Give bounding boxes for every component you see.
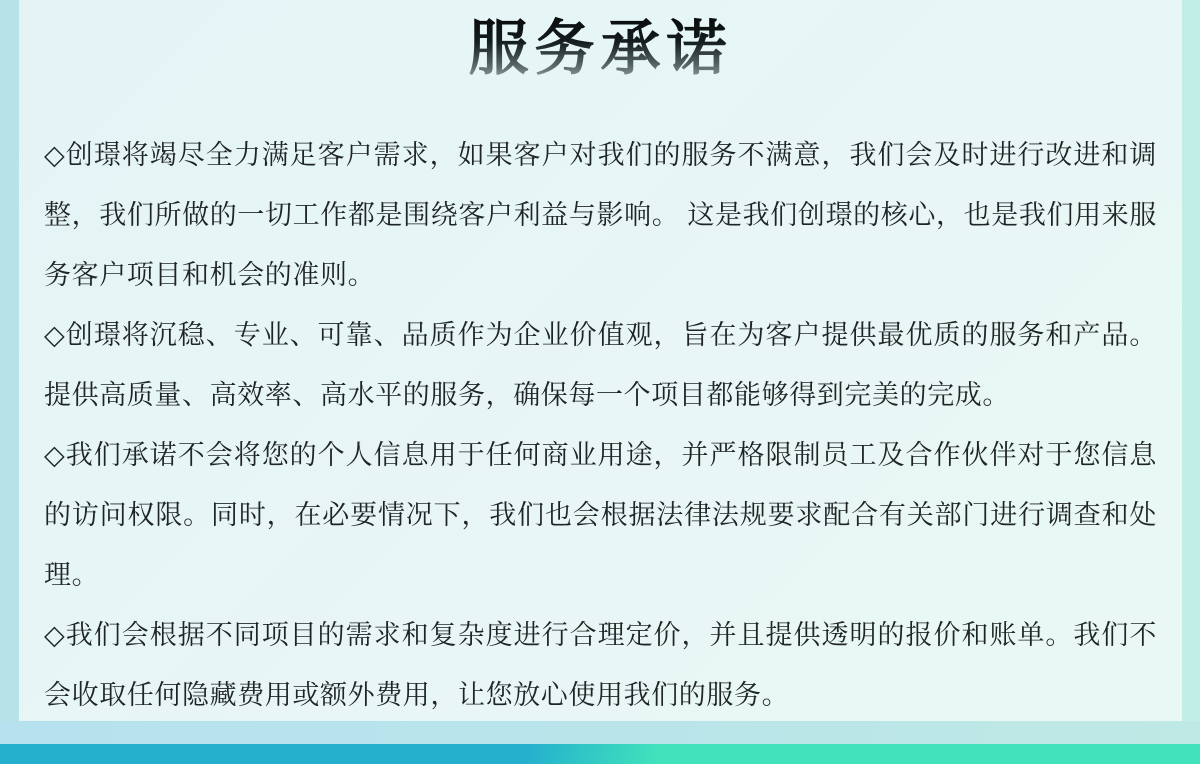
- right-edge-strip: [1182, 0, 1200, 721]
- content-area: [19, 0, 1182, 721]
- commitment-item-quality-values: ◇创璟将沉稳、专业、可靠、品质作为企业价值观，旨在为客户提供最优质的服务和产品。提供高质量、高效率、高水平的服务，确保每一个项目都能够得到完美的完成。: [44, 320, 1157, 410]
- commitment-item-pricing: ◇我们会根据不同项目的需求和复杂度进行合理定价，并且提供透明的报价和账单。我们不会收取任何隐藏费用或额外费用，让您放心使用我们的服务。: [44, 620, 1157, 710]
- commitment-item-privacy: ◇我们承诺不会将您的个人信息用于任何商业用途，并严格限制员工及合作伙伴对于您信息的访问权限。同时，在必要情况下，我们也会根据法律法规要求配合有关部门进行调查和处理。: [44, 440, 1157, 590]
- commitment-item-customer-satisfaction: ◇创璟将竭尽全力满足客户需求，如果客户对我们的服务不满意，我们会及时进行改进和调整，我们所做的一切工作都是围绕客户利益与影响。 这是我们创璟的核心，也是我们用来服务客户项目和机会的准则。: [44, 140, 1157, 290]
- bottom-accent-bar: [0, 744, 1200, 764]
- page-title: 服务承诺: [19, 14, 1182, 84]
- left-edge-strip: [0, 0, 19, 721]
- commitment-list: [44, 125, 1157, 725]
